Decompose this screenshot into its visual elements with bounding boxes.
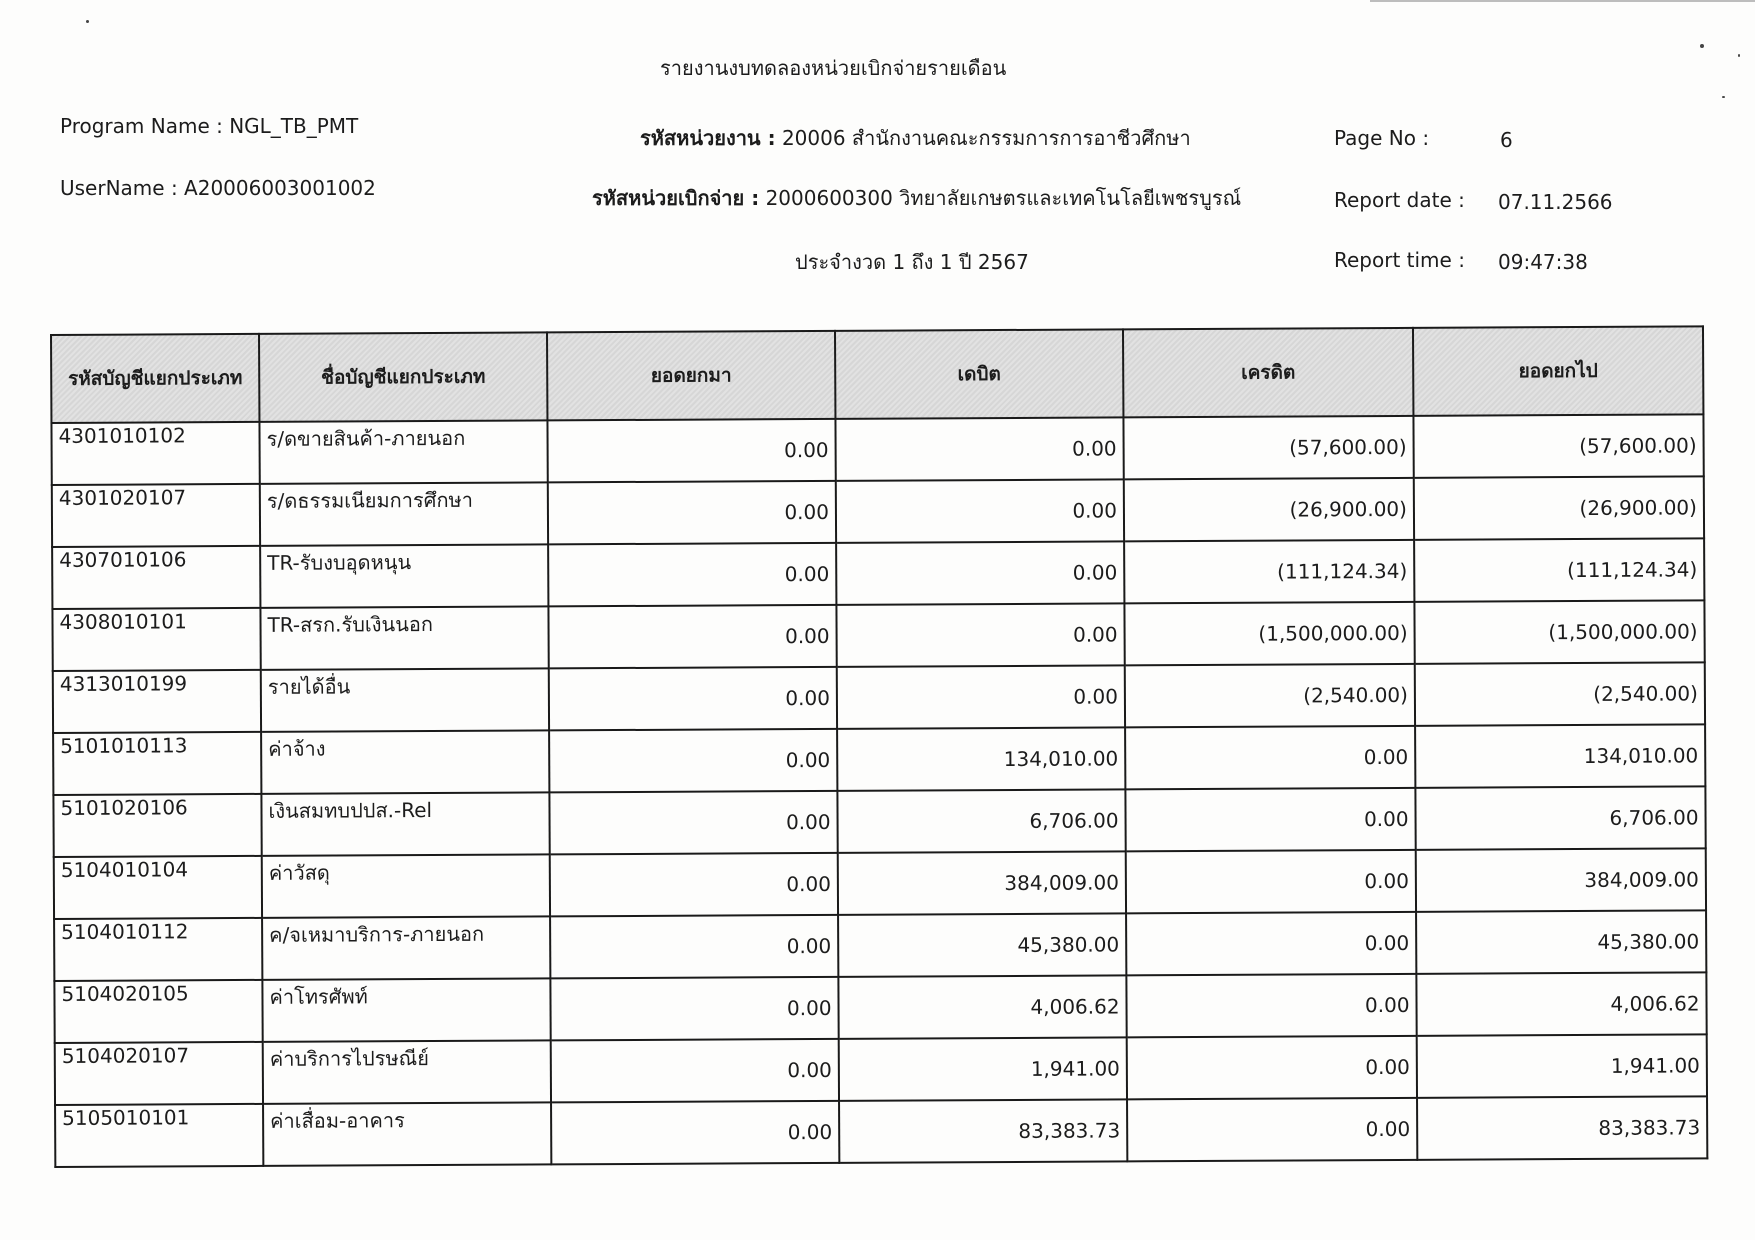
brought-forward: 0.00 — [551, 1039, 839, 1103]
disburse-line — [592, 182, 1241, 214]
carried-forward: (2,540.00) — [1415, 662, 1705, 726]
header-credit: เครดิต — [1123, 328, 1413, 418]
table-row — [52, 538, 1704, 609]
debit: 134,010.00 — [837, 727, 1125, 791]
table-row — [55, 1096, 1707, 1167]
debit: 0.00 — [837, 665, 1125, 729]
brought-forward: 0.00 — [550, 853, 838, 917]
header-debit: เดบิต — [835, 329, 1123, 419]
carried-forward: 4,006.62 — [1416, 972, 1706, 1036]
brought-forward: 0.00 — [548, 543, 836, 607]
table-row — [55, 1034, 1707, 1105]
brought-forward: 0.00 — [548, 605, 836, 669]
credit: 0.00 — [1126, 850, 1416, 914]
carried-forward: 384,009.00 — [1416, 848, 1706, 912]
disburse-value: 2000600300 วิทยาลัยเกษตรและเทคโนโลยีเพชรบูรณ์ — [765, 186, 1242, 210]
table-row — [54, 910, 1706, 981]
debit: 0.00 — [836, 603, 1124, 667]
table-row — [52, 600, 1704, 671]
carried-forward: (111,124.34) — [1414, 538, 1704, 602]
account-code: 5101020106 — [53, 794, 261, 857]
credit: 0.00 — [1125, 788, 1415, 852]
table-row — [52, 476, 1704, 547]
scan-speck — [1700, 44, 1704, 48]
account-code: 5104020107 — [55, 1042, 263, 1105]
period-line: ประจำงวด 1 ถึง 1 ปี 2567 — [795, 250, 1029, 274]
credit: 0.00 — [1126, 974, 1416, 1038]
scan-speck — [1722, 96, 1725, 98]
report-time-label: Report time : — [1334, 248, 1465, 272]
account-code: 4313010199 — [53, 670, 261, 733]
account-name: TR-สรก.รับเงินนอก — [260, 606, 548, 670]
carried-forward: (26,900.00) — [1414, 476, 1704, 540]
account-code: 4307010106 — [52, 546, 260, 609]
credit: (2,540.00) — [1125, 664, 1415, 728]
table-row — [53, 786, 1705, 857]
credit: (57,600.00) — [1123, 416, 1413, 480]
debit: 0.00 — [836, 541, 1124, 605]
trial-balance-table — [50, 325, 1708, 1168]
table-row — [54, 972, 1706, 1043]
table-header-row — [51, 326, 1703, 423]
debit: 83,383.73 — [839, 1099, 1127, 1163]
account-name: ค่าเสื่อม-อาคาร — [263, 1102, 551, 1166]
brought-forward: 0.00 — [551, 1101, 839, 1165]
brought-forward: 0.00 — [549, 791, 837, 855]
debit: 0.00 — [836, 479, 1124, 543]
account-code: 5104010104 — [54, 856, 262, 919]
account-code: 5104020105 — [54, 980, 262, 1043]
account-code: 5105010101 — [55, 1104, 263, 1167]
credit: 0.00 — [1126, 912, 1416, 976]
account-name: เงินสมทบปปส.-Rel — [261, 792, 549, 856]
account-name: ค่าบริการไปรษณีย์ — [263, 1040, 551, 1104]
brought-forward: 0.00 — [548, 481, 836, 545]
table-row — [53, 662, 1705, 733]
account-code: 5104010112 — [54, 918, 262, 981]
program-name-label: Program Name : — [60, 114, 223, 138]
credit: 0.00 — [1127, 1036, 1417, 1100]
report-date-label: Report date : — [1334, 188, 1465, 212]
header-account-name: ชื่อบัญชีแยกประเภท — [259, 332, 547, 422]
account-name: ค่าโทรศัพท์ — [262, 978, 550, 1042]
username-value: A20006003001002 — [184, 176, 376, 200]
carried-forward: 134,010.00 — [1415, 724, 1705, 788]
carried-forward: (1,500,000.00) — [1414, 600, 1704, 664]
report-title: รายงานงบทดลองหน่วยเบิกจ่ายรายเดือน — [660, 56, 1007, 80]
credit: 0.00 — [1127, 1098, 1417, 1162]
page-no-label: Page No : — [1334, 126, 1430, 150]
header-carried-forward: ยอดยกไป — [1413, 326, 1703, 416]
carried-forward: 45,380.00 — [1416, 910, 1706, 974]
carried-forward: 1,941.00 — [1417, 1034, 1707, 1098]
debit: 45,380.00 — [838, 913, 1126, 977]
account-name: ค่าวัสดุ — [262, 854, 550, 918]
scan-speck — [86, 20, 89, 23]
credit: 0.00 — [1125, 726, 1415, 790]
credit: (26,900.00) — [1124, 478, 1414, 542]
table-row — [54, 848, 1706, 919]
account-code: 5101010113 — [53, 732, 261, 795]
scan-speck — [1738, 54, 1740, 57]
account-name: TR-รับงบอุดหนุน — [260, 544, 548, 608]
brought-forward: 0.00 — [547, 419, 835, 483]
account-name: ค/จเหมาบริการ-ภายนอก — [262, 916, 550, 980]
agency-value: 20006 สำนักงานคณะกรรมการการอาชีวศึกษา — [781, 126, 1191, 150]
header-account-code: รหัสบัญชีแยกประเภท — [51, 334, 259, 423]
report-date-value: 07.11.2566 — [1498, 190, 1613, 214]
credit: (111,124.34) — [1124, 540, 1414, 604]
carried-forward: (57,600.00) — [1413, 414, 1703, 478]
brought-forward: 0.00 — [549, 729, 837, 793]
account-code: 4301020107 — [52, 484, 260, 547]
carried-forward: 6,706.00 — [1415, 786, 1705, 850]
brought-forward: 0.00 — [550, 915, 838, 979]
brought-forward: 0.00 — [549, 667, 837, 731]
carried-forward: 83,383.73 — [1417, 1096, 1707, 1160]
agency-label: รหัสหน่วยงาน : — [640, 126, 776, 150]
debit: 1,941.00 — [839, 1037, 1127, 1101]
header-brought-forward: ยอดยกมา — [547, 331, 835, 421]
table-row — [51, 414, 1703, 485]
disburse-label: รหัสหน่วยเบิกจ่าย : — [592, 186, 760, 210]
account-code: 4308010101 — [52, 608, 260, 671]
agency-line — [640, 122, 1191, 154]
account-name: ค่าจ้าง — [261, 730, 549, 794]
account-name: รายได้อื่น — [261, 668, 549, 732]
program-name — [60, 114, 358, 138]
scan-edge-line — [1370, 0, 1755, 2]
account-name: ร/ดขายสินค้า-ภายนอก — [259, 420, 547, 484]
report-time-value: 09:47:38 — [1498, 250, 1588, 274]
account-code: 4301010102 — [51, 422, 259, 485]
debit: 6,706.00 — [837, 789, 1125, 853]
debit: 384,009.00 — [838, 851, 1126, 915]
debit: 4,006.62 — [838, 975, 1126, 1039]
brought-forward: 0.00 — [550, 977, 838, 1041]
credit: (1,500,000.00) — [1124, 602, 1414, 666]
username-label: UserName : — [60, 176, 178, 200]
account-name: ร/ดธรรมเนียมการศึกษา — [260, 482, 548, 546]
page-no-value: 6 — [1500, 128, 1513, 152]
username — [60, 176, 376, 200]
debit: 0.00 — [835, 417, 1123, 481]
program-name-value: NGL_TB_PMT — [229, 114, 359, 138]
table-row — [53, 724, 1705, 795]
